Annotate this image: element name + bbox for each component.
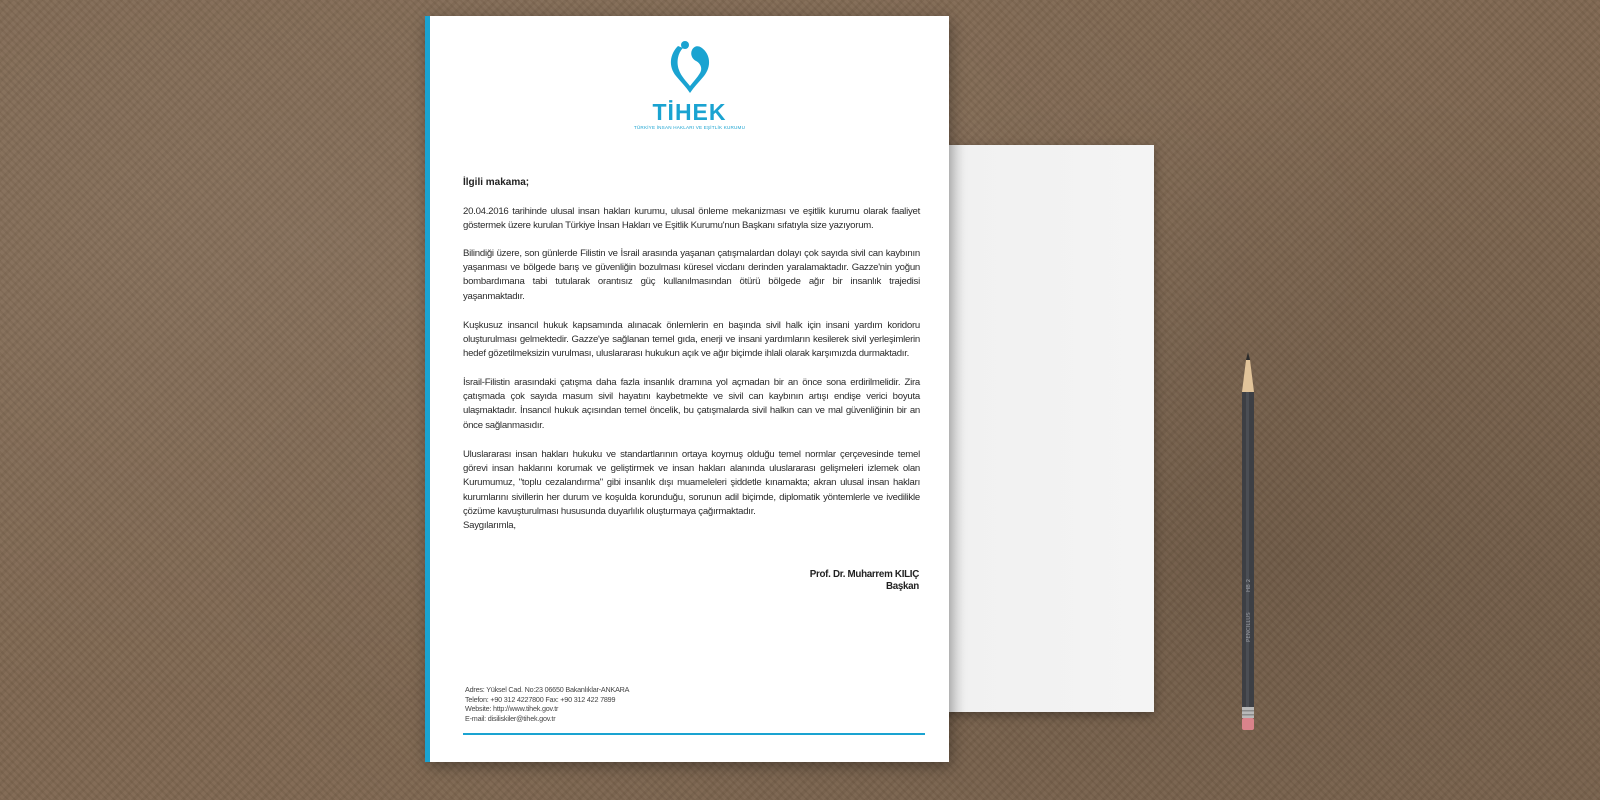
footer-phone: Telefon: +90 312 4227800 Fax: +90 312 422 7899 — [465, 694, 616, 704]
footer-website: Website: http://www.tihek.gov.tr — [465, 704, 559, 713]
paragraph-4: İsrail-Filistin arasındaki çatışma daha fazla insanlık dramına yol açmadan bir an önce sona erdirilmelidir. Zira çatışmada çok sayıda masum sivil hayatını kaybetmekte ve sivil can kaybının artışı endişe verici boyuta ulaşmaktadır. İnsancıl hukuk açısından temel öncelik, bu çatışmalarda sivil halkın can ve mal güvenliğinin bir an önce sağlanmasıdır. — [463, 377, 920, 431]
closing: Saygılarımla, — [463, 520, 516, 531]
tihek-logo — [430, 40, 949, 130]
paragraph-3: Kuşkusuz insancıl hukuk kapsamında alınacak önlemlerin en başında sivil halk için insani yardım koridoru oluşturulması gelmektedir. Gazze'ye sağlanan temel gıda, enerji ve insani yardımların kesilerek sivil yerleşimlerin hedef gözetilmeksizin vurulması, uluslararası hukukun açık ve ağır biçimde ihlali olarak karşımızda durmaktadır. — [463, 320, 920, 360]
paragraph-5: Uluslararası insan hakları hukuku ve standartlarının ortaya koymuş olduğu temel normlar çerçevesinde temel görevi insan haklarını korumak ve geliştirmek ve insan hakları alanında uluslararası gelişmeleri izlemek olan Kurumumuz, "toplu cezalandırma" gibi insanlık dışı muameleleri şiddetle kınamakta; akran ulusal insan hakları kurumlarını sivillerin her durum ve koşulda korunduğu, sorunun adil biçimde, diplomatik yöntemlerle ve ivedilikle çözüme kavuşturulması hususunda duyarlılık oluşturmaya çağırmaktadır. — [463, 449, 920, 517]
pencil-brand-label: PENCILLUS — [1246, 612, 1252, 642]
salutation: İlgili makama; — [463, 177, 530, 188]
heart-person-icon — [664, 40, 716, 96]
pencil-icon — [1241, 352, 1255, 732]
brand-name: TİHEK — [652, 99, 727, 125]
signature-title: Başkan — [885, 581, 919, 592]
paragraph-1: 20.04.2016 tarihinde ulusal insan hakları kurumu, ulusal önleme mekanizması ve eşitlik kurumu olarak faaliyet göstermek üzere kurulan Türkiye İnsan Hakları ve Eşitlik Kurumu'nun Başkanı sıfatıyla size yazıyorum. — [463, 206, 920, 232]
footer-email: E-mail: disiliskiler@tihek.gov.tr — [465, 713, 556, 723]
blank-back-sheet — [940, 145, 1154, 712]
contact-footer — [465, 685, 629, 723]
signature-name: Prof. Dr. Muharrem KILIÇ — [809, 569, 919, 580]
paragraph-2: Bilindiği üzere, son günlerde Filistin ve İsrail arasında yaşanan çatışmalardan dolayı çok sayıda sivil can kaybının yaşanması ve bölgede barış ve güvenliğin bozulması küresel vicdanı derinden yaralamaktadır. Gazze'nin yoğun bombardımana tabi tutularak orantısız güç kullanılmasından ötürü bölgede ağır bir insanlık trajedisi yaşanmaktadır. — [463, 248, 920, 302]
brand-subtitle: TÜRKİYE İNSAN HAKLARI VE EŞİTLİK KURUMU — [633, 125, 746, 130]
pencil-grade-label: HB 2 — [1246, 578, 1252, 592]
signature-block — [810, 569, 919, 593]
footer-divider — [463, 733, 925, 735]
letterhead-page — [425, 16, 949, 762]
footer-address: Adres: Yüksel Cad. No:23 06650 Bakanlıklar-ANKARA — [465, 685, 630, 694]
